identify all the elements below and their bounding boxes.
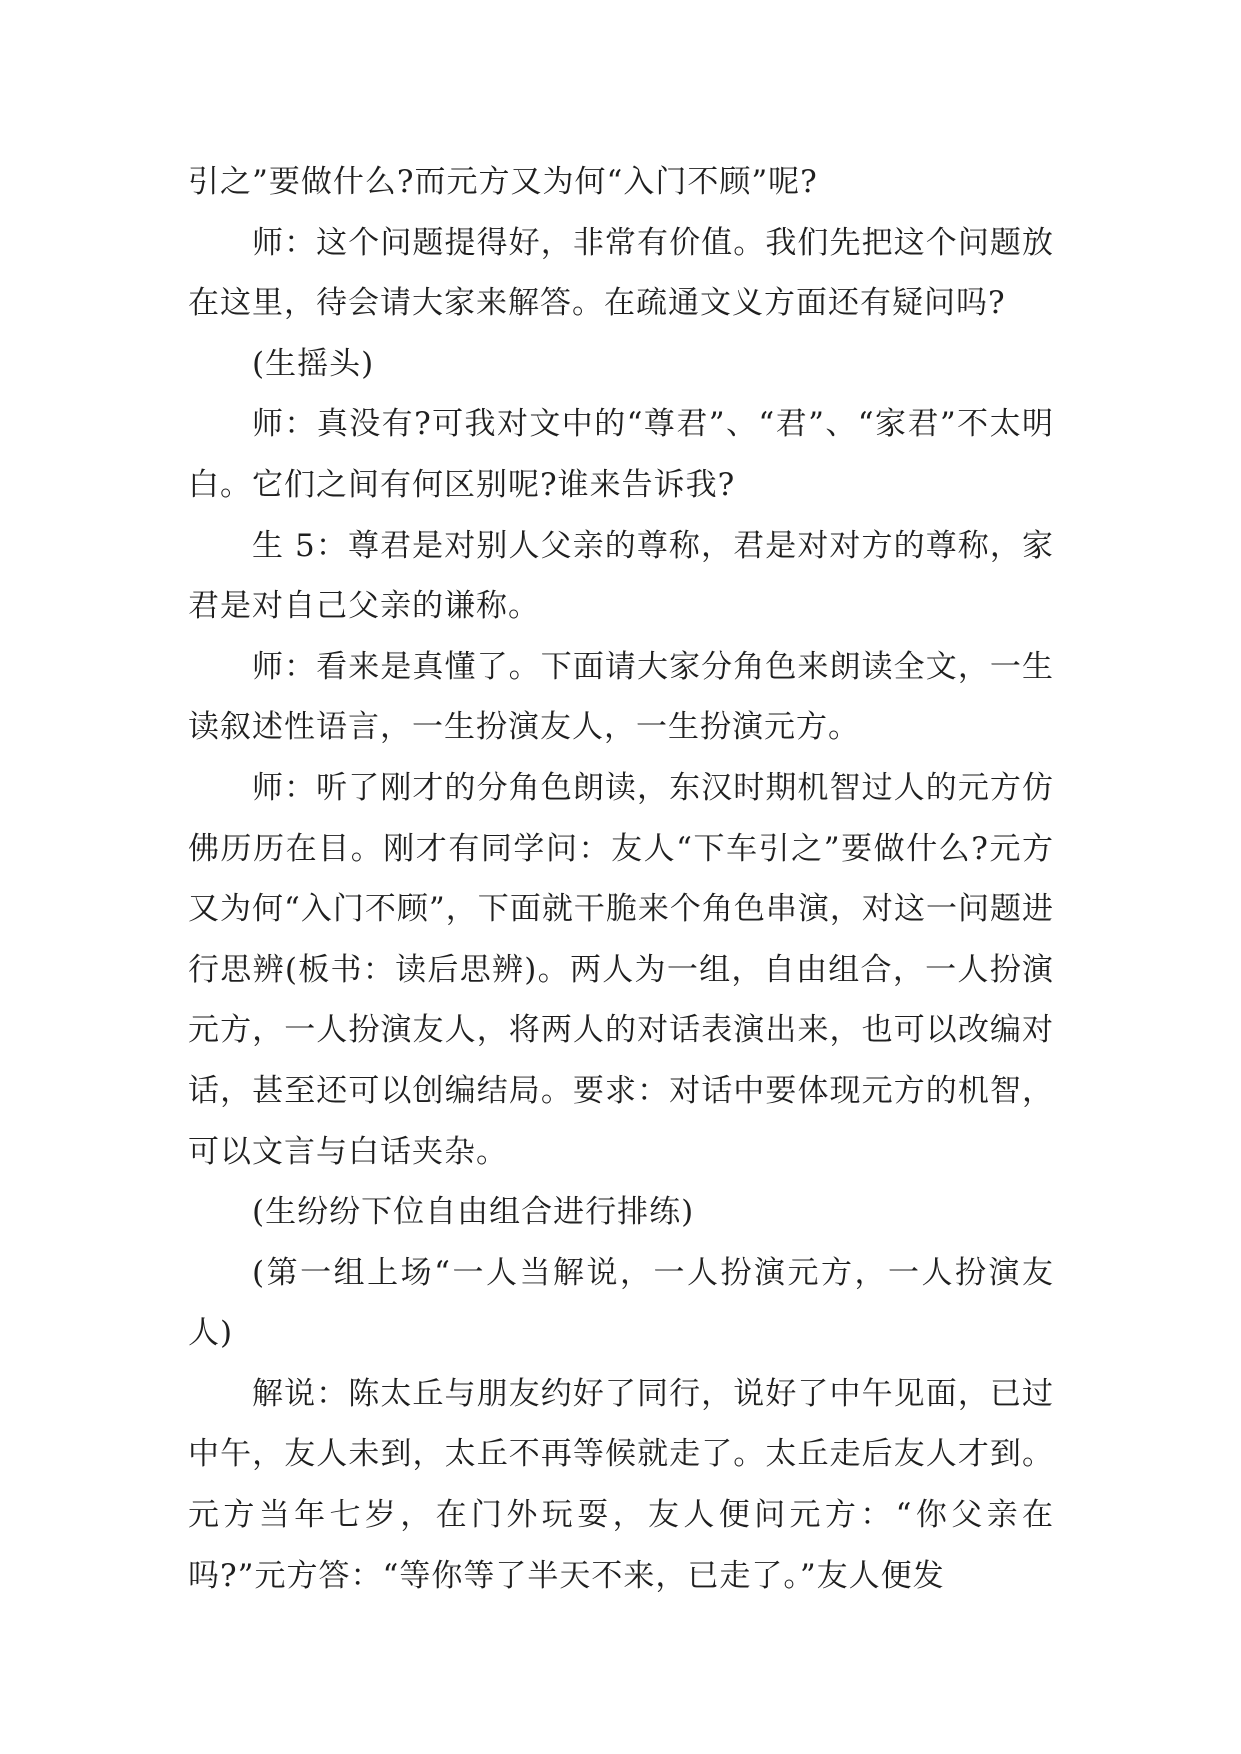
paragraph: (生摇头) [252,345,375,382]
paragraph: 解说：陈太丘与朋友约好了同行，说好了中午见面，已过中午，友人未到，太丘不再等候就走了。太丘走后友人才到。元方当年七岁，在门外玩耍，友人便问元方：“你父亲在吗?”元方答：“等你等了半天不来，已走了。”友人便发 [188,1375,1054,1594]
paragraph: 师：听了刚才的分角色朗读，东汉时期机智过人的元方仿佛历历在目。刚才有同学问：友人“下车引之”要做什么?元方又为何“入门不顾”，下面就干脆来个角色串演，对这一问题进行思辨(板书：读后思辨)。两人为一组，自由组合，一人扮演元方，一人扮演友人，将两人的对话表演出来，也可以改编对话，甚至还可以创编结局。要求：对话中要体现元方的机智，可以文言与白话夹杂。 [188,769,1054,1170]
paragraph: 师：这个问题提得好，非常有价值。我们先把这个问题放在这里，待会请大家来解答。在疏通文义方面还有疑问吗? [188,224,1054,322]
body-text [188,152,1054,1606]
paragraph: (生纷纷下位自由组合进行排练) [252,1194,695,1231]
paragraph: 师：看来是真懂了。下面请大家分角色来朗读全文，一生读叙述性语言，一生扮演友人，一生扮演元方。 [188,648,1054,746]
paragraph: 生 5：尊君是对别人父亲的尊称，君是对对方的尊称，家君是对自己父亲的谦称。 [188,527,1054,625]
paragraph: 师：真没有?可我对文中的“尊君”、“君”、“家君”不太明白。它们之间有何区别呢?谁来告诉我? [188,406,1054,503]
paragraph: (第一组上场“一人当解说，一人扮演元方，一人扮演友人) [188,1254,1054,1352]
paragraph: 引之”要做什么?而元方又为何“入门不顾”呢? [188,164,818,200]
